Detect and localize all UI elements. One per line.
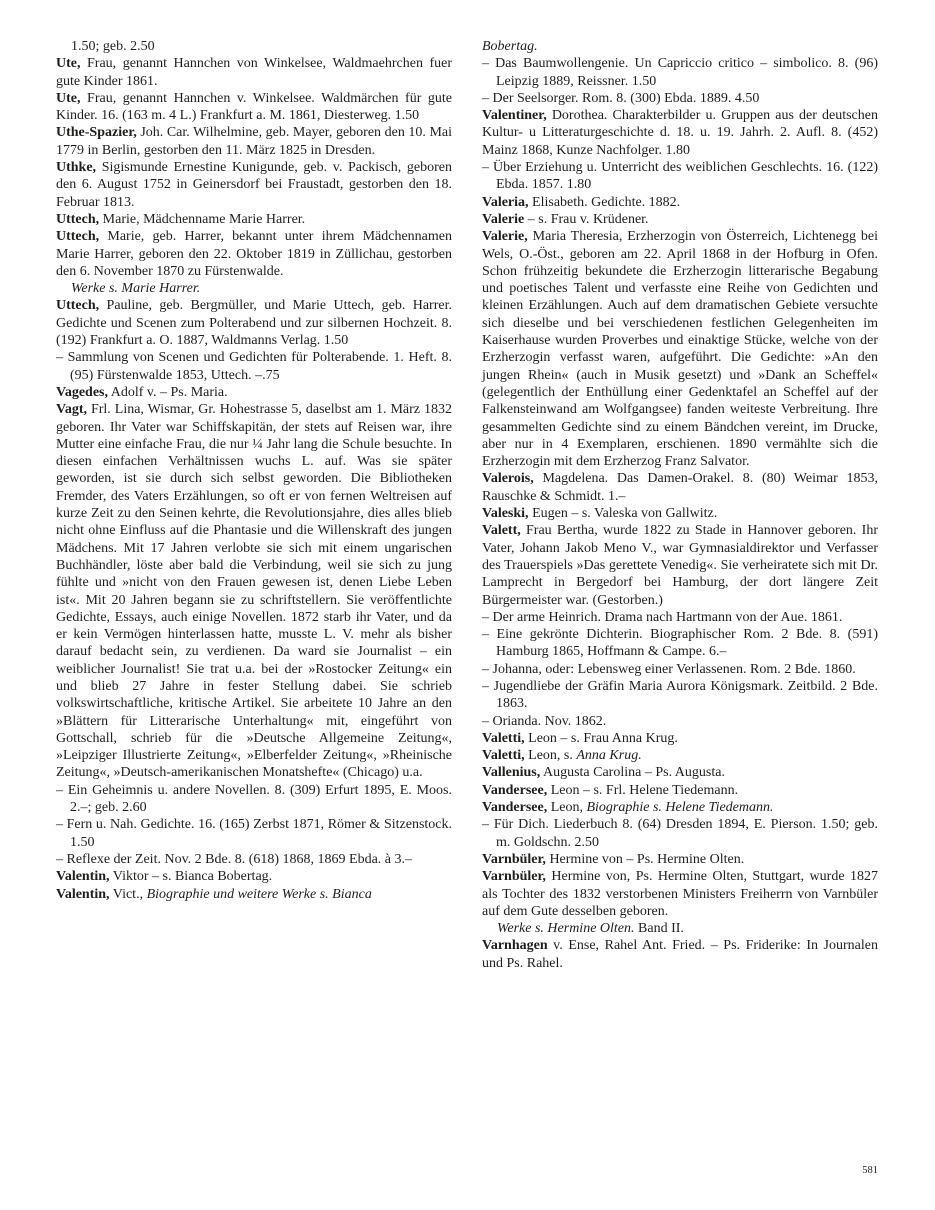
entry-headword: Ute, bbox=[56, 90, 81, 106]
entry-headword: Vagt, bbox=[56, 402, 87, 418]
entry-text: v. Ense, Rahel Ant. Fried. – Ps. Friderike: In Journalen und Ps. Rahel. bbox=[482, 938, 878, 971]
entry-text: – Johanna, oder: Lebensweg einer Verlassenen. Rom. 2 Bde. 1860. bbox=[482, 661, 856, 677]
dictionary-entry bbox=[56, 401, 452, 782]
dictionary-entry bbox=[56, 55, 452, 90]
dictionary-entry bbox=[482, 228, 878, 470]
entry-text: – Eine gekrönte Dichterin. Biographischer Rom. 2 Bde. 8. (591) Hamburg 1865, Hoffmann & Campe. 6.– bbox=[482, 627, 878, 660]
dictionary-entry bbox=[56, 228, 452, 280]
entry-text: Leon, bbox=[547, 800, 587, 816]
left-column bbox=[56, 38, 452, 972]
entry-text: Adolf v. – Ps. Maria. bbox=[108, 384, 228, 400]
entry-text: – Ein Geheimnis u. andere Novellen. 8. (309) Erfurt 1895, E. Moos. 2.–; geb. 2.60 bbox=[56, 782, 452, 816]
dictionary-entry bbox=[482, 107, 878, 159]
dictionary-entry bbox=[482, 747, 878, 764]
right-column bbox=[482, 38, 878, 972]
entry-text: Viktor – s. Bianca Bobertag. bbox=[109, 869, 273, 885]
entry-text: Joh. Car. Wilhelmine, geb. Mayer, geboren den 10. Mai 1779 in Berlin, gestorben den 11. März 1825 in Dresden. bbox=[56, 125, 452, 158]
entry-headword: Vagedes, bbox=[56, 384, 108, 400]
entry-text: Elisabeth. Gedichte. 1882. bbox=[528, 194, 681, 210]
dictionary-entry bbox=[482, 38, 878, 55]
dictionary-entry bbox=[482, 211, 878, 228]
entry-text: – Jugendliebe der Gräfin Maria Aurora Königsmark. Zeitbild. 2 Bde. 1863. bbox=[482, 678, 878, 712]
dictionary-entry bbox=[482, 470, 878, 505]
dictionary-entry bbox=[482, 505, 878, 522]
entry-headword: Vallenius, bbox=[482, 765, 541, 781]
entry-text: Leon – s. Frau Anna Krug. bbox=[524, 730, 678, 746]
entry-headword: Valeski, bbox=[482, 506, 529, 522]
entry-text: – Für Dich. Liederbuch 8. (64) Dresden 1894, E. Pierson. 1.50; geb. m. Goldschn. 2.50 bbox=[482, 817, 878, 850]
entry-text: Bobertag. bbox=[482, 39, 538, 54]
dictionary-entry bbox=[56, 886, 452, 903]
entry-headword: Uthke, bbox=[56, 160, 97, 176]
entry-text: Frau Bertha, wurde 1822 zu Stade in Hannover geboren. Ihr Vater, Johann Jakob Meno V., war Gymnasialdirektor und Verfasser des Trauerspiels »Das gerettete Venedig«. Sie verheiratete sich mit Dr. Lamprecht in Bergedorf bei Hamburg, der dort längere Zeit Bürgermeister war. (Gestorben.) bbox=[482, 523, 878, 608]
entry-text: Magdelena. Das Damen-Orakel. 8. (80) Weimar 1853, Rauschke & Schmidt. 1.– bbox=[482, 471, 878, 504]
entry-text: – Orianda. Nov. 1862. bbox=[482, 713, 607, 729]
entry-headword: Varnhagen bbox=[482, 938, 548, 954]
dictionary-entry bbox=[56, 384, 452, 401]
entry-text: Leon – s. Frl. Helene Tiedemann. bbox=[547, 782, 739, 798]
entry-headword: Valetti, bbox=[482, 748, 525, 764]
entry-text: – Sammlung von Scenen und Gedichten für Polterabende. 1. Heft. 8. (95) Fürstenwalde 1853, Uttech. –.75 bbox=[56, 350, 452, 383]
entry-headword: Uttech, bbox=[56, 229, 100, 245]
dictionary-entry bbox=[56, 211, 452, 228]
entry-text: Pauline, geb. Bergmüller, und Marie Uttech, geb. Harrer. Gedichte und Scenen zum Polterabend und zur silbernen Hochzeit. 8. (192) Frankfurt a. O. 1887, Waldmanns Verlag. 1.50 bbox=[56, 298, 452, 349]
entry-text: – Der arme Heinrich. Drama nach Hartmann von der Aue. 1861. bbox=[482, 609, 843, 625]
dictionary-entry bbox=[482, 609, 878, 626]
entry-text: Biographie und weitere Werke s. Bianca bbox=[146, 886, 372, 902]
entry-text: Sigismunde Ernestine Kunigunde, geb. v. Packisch, geboren den 6. August 1752 in Geinersdorf bei Fraustadt, gestorben den 18. Februar 1813. bbox=[56, 160, 452, 210]
entry-headword: Varnbüler, bbox=[482, 869, 546, 885]
dictionary-entry bbox=[482, 90, 878, 107]
entry-text: Frau, genannt Hannchen von Winkelsee, Waldmaehrchen fuer gute Kinder 1861. bbox=[56, 56, 452, 89]
entry-text: – Das Baumwollengenie. Un Capriccio critico – simbolico. 8. (96) Leipzig 1889, Reissner. 1.50 bbox=[482, 56, 878, 89]
entry-text: Dorothea. Charakterbilder u. Gruppen aus der deutschen Kultur- u Litteraturgeschichte d. 18. u. 19. Jahrh. 2. Aufl. 8. (452) Mainz 1868, Kunze Nachfolger. 1.80 bbox=[482, 108, 878, 158]
entry-text: Eugen – s. Valeska von Gallwitz. bbox=[528, 506, 718, 522]
entry-headword: Valerois, bbox=[482, 471, 534, 487]
entry-text: Hermine von, Ps. Hermine Olten, Stuttgart, wurde 1827 als Tochter des 1832 verstorbenen Ministers Freiherrn von Varnbüler auf dem Gute desselben geboren. bbox=[482, 869, 878, 919]
dictionary-entry bbox=[482, 159, 878, 194]
entry-headword: Vandersee, bbox=[482, 800, 548, 816]
entry-text: Leon, s. bbox=[524, 748, 577, 764]
entry-text: 1.50; geb. 2.50 bbox=[71, 39, 155, 54]
entry-headword: Uttech, bbox=[56, 298, 100, 314]
dictionary-entry bbox=[482, 522, 878, 608]
page-number: 581 bbox=[862, 1165, 878, 1176]
entry-headword: Vandersee, bbox=[482, 782, 548, 798]
entry-headword: Valentin, bbox=[56, 869, 110, 885]
dictionary-entry bbox=[56, 297, 452, 349]
dictionary-entry bbox=[482, 678, 878, 713]
dictionary-entry bbox=[482, 851, 878, 868]
entry-text: – s. Frau v. Krüdener. bbox=[524, 211, 649, 227]
entry-text: Marie, geb. Harrer, bekannt unter ihrem Mädchennamen Marie Harrer, geboren den 22. Oktober 1819 in Züllichau, gestorben den 6. November 1870 zu Fürstenwalde. bbox=[56, 229, 452, 279]
dictionary-entry bbox=[482, 868, 878, 920]
dictionary-entry bbox=[482, 920, 878, 937]
entry-headword: Valerie, bbox=[482, 229, 528, 245]
entry-headword: Varnbüler, bbox=[482, 851, 546, 867]
dictionary-entry bbox=[56, 782, 452, 817]
entry-text: Biographie s. Helene Tiedemann. bbox=[586, 800, 774, 816]
entry-text: Band II. bbox=[634, 921, 684, 937]
entry-text: Marie, Mädchenname Marie Harrer. bbox=[99, 211, 306, 227]
dictionary-entry bbox=[56, 124, 452, 159]
entry-text: – Reflexe der Zeit. Nov. 2 Bde. 8. (618) 1868, 1869 Ebda. à 3.– bbox=[56, 851, 413, 867]
dictionary-entry bbox=[56, 280, 452, 297]
dictionary-entry bbox=[482, 764, 878, 781]
dictionary-entry bbox=[56, 868, 452, 885]
dictionary-entry bbox=[482, 782, 878, 799]
dictionary-entry bbox=[482, 730, 878, 747]
entry-text: – Fern u. Nah. Gedichte. 16. (165) Zerbst 1871, Römer & Sitzenstock. 1.50 bbox=[56, 817, 452, 850]
dictionary-entry bbox=[482, 55, 878, 90]
entry-headword: Valett, bbox=[482, 523, 521, 539]
dictionary-entry bbox=[482, 799, 878, 816]
entry-headword: Valetti, bbox=[482, 730, 525, 746]
dictionary-entry bbox=[56, 349, 452, 384]
entry-text: Werke s. Marie Harrer. bbox=[71, 281, 201, 297]
entry-text: – Über Erziehung u. Unterricht des weiblichen Geschlechts. 16. (122) Ebda. 1857. 1.80 bbox=[482, 160, 878, 193]
dictionary-entry bbox=[56, 851, 452, 868]
entry-text: – Der Seelsorger. Rom. 8. (300) Ebda. 1889. 4.50 bbox=[482, 90, 760, 106]
entry-headword: Uthe-Spazier, bbox=[56, 125, 137, 141]
entry-text: Maria Theresia, Erzherzogin von Österreich, Lichtenegg bei Wels, O.-Öst., geboren am 22. April 1868 in der Hofburg in Ofen. Schon frühzeitig bekundete die Erzherzogin litterarische Begabung und poetisches Talent und verfasste eine Reihe von Gedichten und kleinen Erzählungen. Auch auf dem dramatischen Gebiete versuchte sich dieselbe und bei verschiedenen festlichen Gelegenheiten im Kaiserhause wurden Proverbes und einaktige Stücke, welche von der Erzherzogin verfasst waren, aufgeführt. Die Gedichte: »An den jungen Rhein« (auch in Musik gesetzt) und »Dank an Scheffel« (gelegentlich der Enthüllung einer Gedenktafel an Scheffel auf der Falkensteinwand am Wolfgangsee) fanden weiteste Verbreitung. Ihre gesammelten Gedichte sind zu einem Bändchen vereint, im Drucke, aber nur in 4 Exemplaren, erschienen. 1890 vermählte sich die Erzherzogin mit dem Erzherzog Franz Salvator. bbox=[482, 229, 878, 470]
dictionary-entry bbox=[482, 661, 878, 678]
dictionary-entry bbox=[56, 159, 452, 211]
entry-headword: Valerie bbox=[482, 211, 525, 227]
dictionary-entry bbox=[482, 626, 878, 661]
entry-headword: Valentiner, bbox=[482, 108, 547, 124]
entry-text: Werke s. Hermine Olten. bbox=[497, 921, 635, 937]
dictionary-entry bbox=[56, 38, 452, 55]
dictionary-entry bbox=[482, 816, 878, 851]
entry-headword: Uttech, bbox=[56, 211, 100, 227]
entry-text: Hermine von – Ps. Hermine Olten. bbox=[545, 851, 745, 867]
entry-text: Vict., bbox=[109, 886, 147, 902]
dictionary-entry bbox=[56, 816, 452, 851]
entry-headword: Valeria, bbox=[482, 194, 529, 210]
entry-text: Augusta Carolina – Ps. Augusta. bbox=[540, 765, 725, 781]
dictionary-entry bbox=[482, 194, 878, 211]
dictionary-entry bbox=[482, 713, 878, 730]
entry-text: Frl. Lina, Wismar, Gr. Hohestrasse 5, daselbst am 1. März 1832 geboren. Ihr Vater war Schiffskapitän, der stets auf Reisen war, ihre Mutter eine einfache Frau, die nur ¼ Jahr lang die Schule besuchte. In diesen einfachen Verhältnissen wuchs L. auf. Was sie später geworden, ist sie durch sich selbst geworden. Die Bibliotheken Fremder, des Vaters Erzählungen, so oft er von fernen Weltreisen auf kurze Zeit zu den Seinen kehrte, die Revolutionsjahre, dies alles blieb nicht ohne Einfluss auf die Phantasie und die Willenskraft des jungen Mädchens. Mit 17 Jahren verlobte sie sich mit einem ungarischen Buchhändler, löste aber bald die Verbindung, weil sie sich zu jung fühlte und »nicht von den Frauen gewesen ist, denen Liebe Leben ist«. Mit 20 Jahren begann sie zu schriftstellern. Sie veröffentlichte Gedichte, Essays, auch einige Novellen. 1872 starb ihr Vater, und da er kein Vermögen hinterlassen hatte, musste L. V. mehr als bisher darauf bedacht sein, zu verdienen. Da ward sie Journalist – ein weiblicher Journalist! Sie trat u.a. bei der »Rostocker Zeitung« ein und blieb 27 Jahre in fester Stellung dabei. Sie schrieb volkswirtschaftliche, kritische Artikel. Sie arbeitete 10 Jahre an den »Blättern für Litterarische Unterhaltung« mit, eingeführt von Gottschall, schrieb für die »Deutsche Allgemeine Zeitung«, »Leipziger Illustrierte Zeitung«, »Elberfelder Zeitung«, »Rheinische Zeitung«, »Deutsch-amerikanischen Monatshefte« (Chicago) u.a. bbox=[56, 402, 452, 781]
entry-headword: Valentin, bbox=[56, 886, 110, 902]
entry-headword: Ute, bbox=[56, 56, 81, 72]
dictionary-entry bbox=[56, 90, 452, 125]
entry-text: Anna Krug. bbox=[576, 748, 642, 764]
dictionary-entry bbox=[482, 937, 878, 972]
entry-text: Frau, genannt Hannchen v. Winkelsee. Waldmärchen für gute Kinder. 16. (163 m. 4 L.) Frankfurt a. M. 1861, Diesterweg. 1.50 bbox=[56, 90, 452, 124]
